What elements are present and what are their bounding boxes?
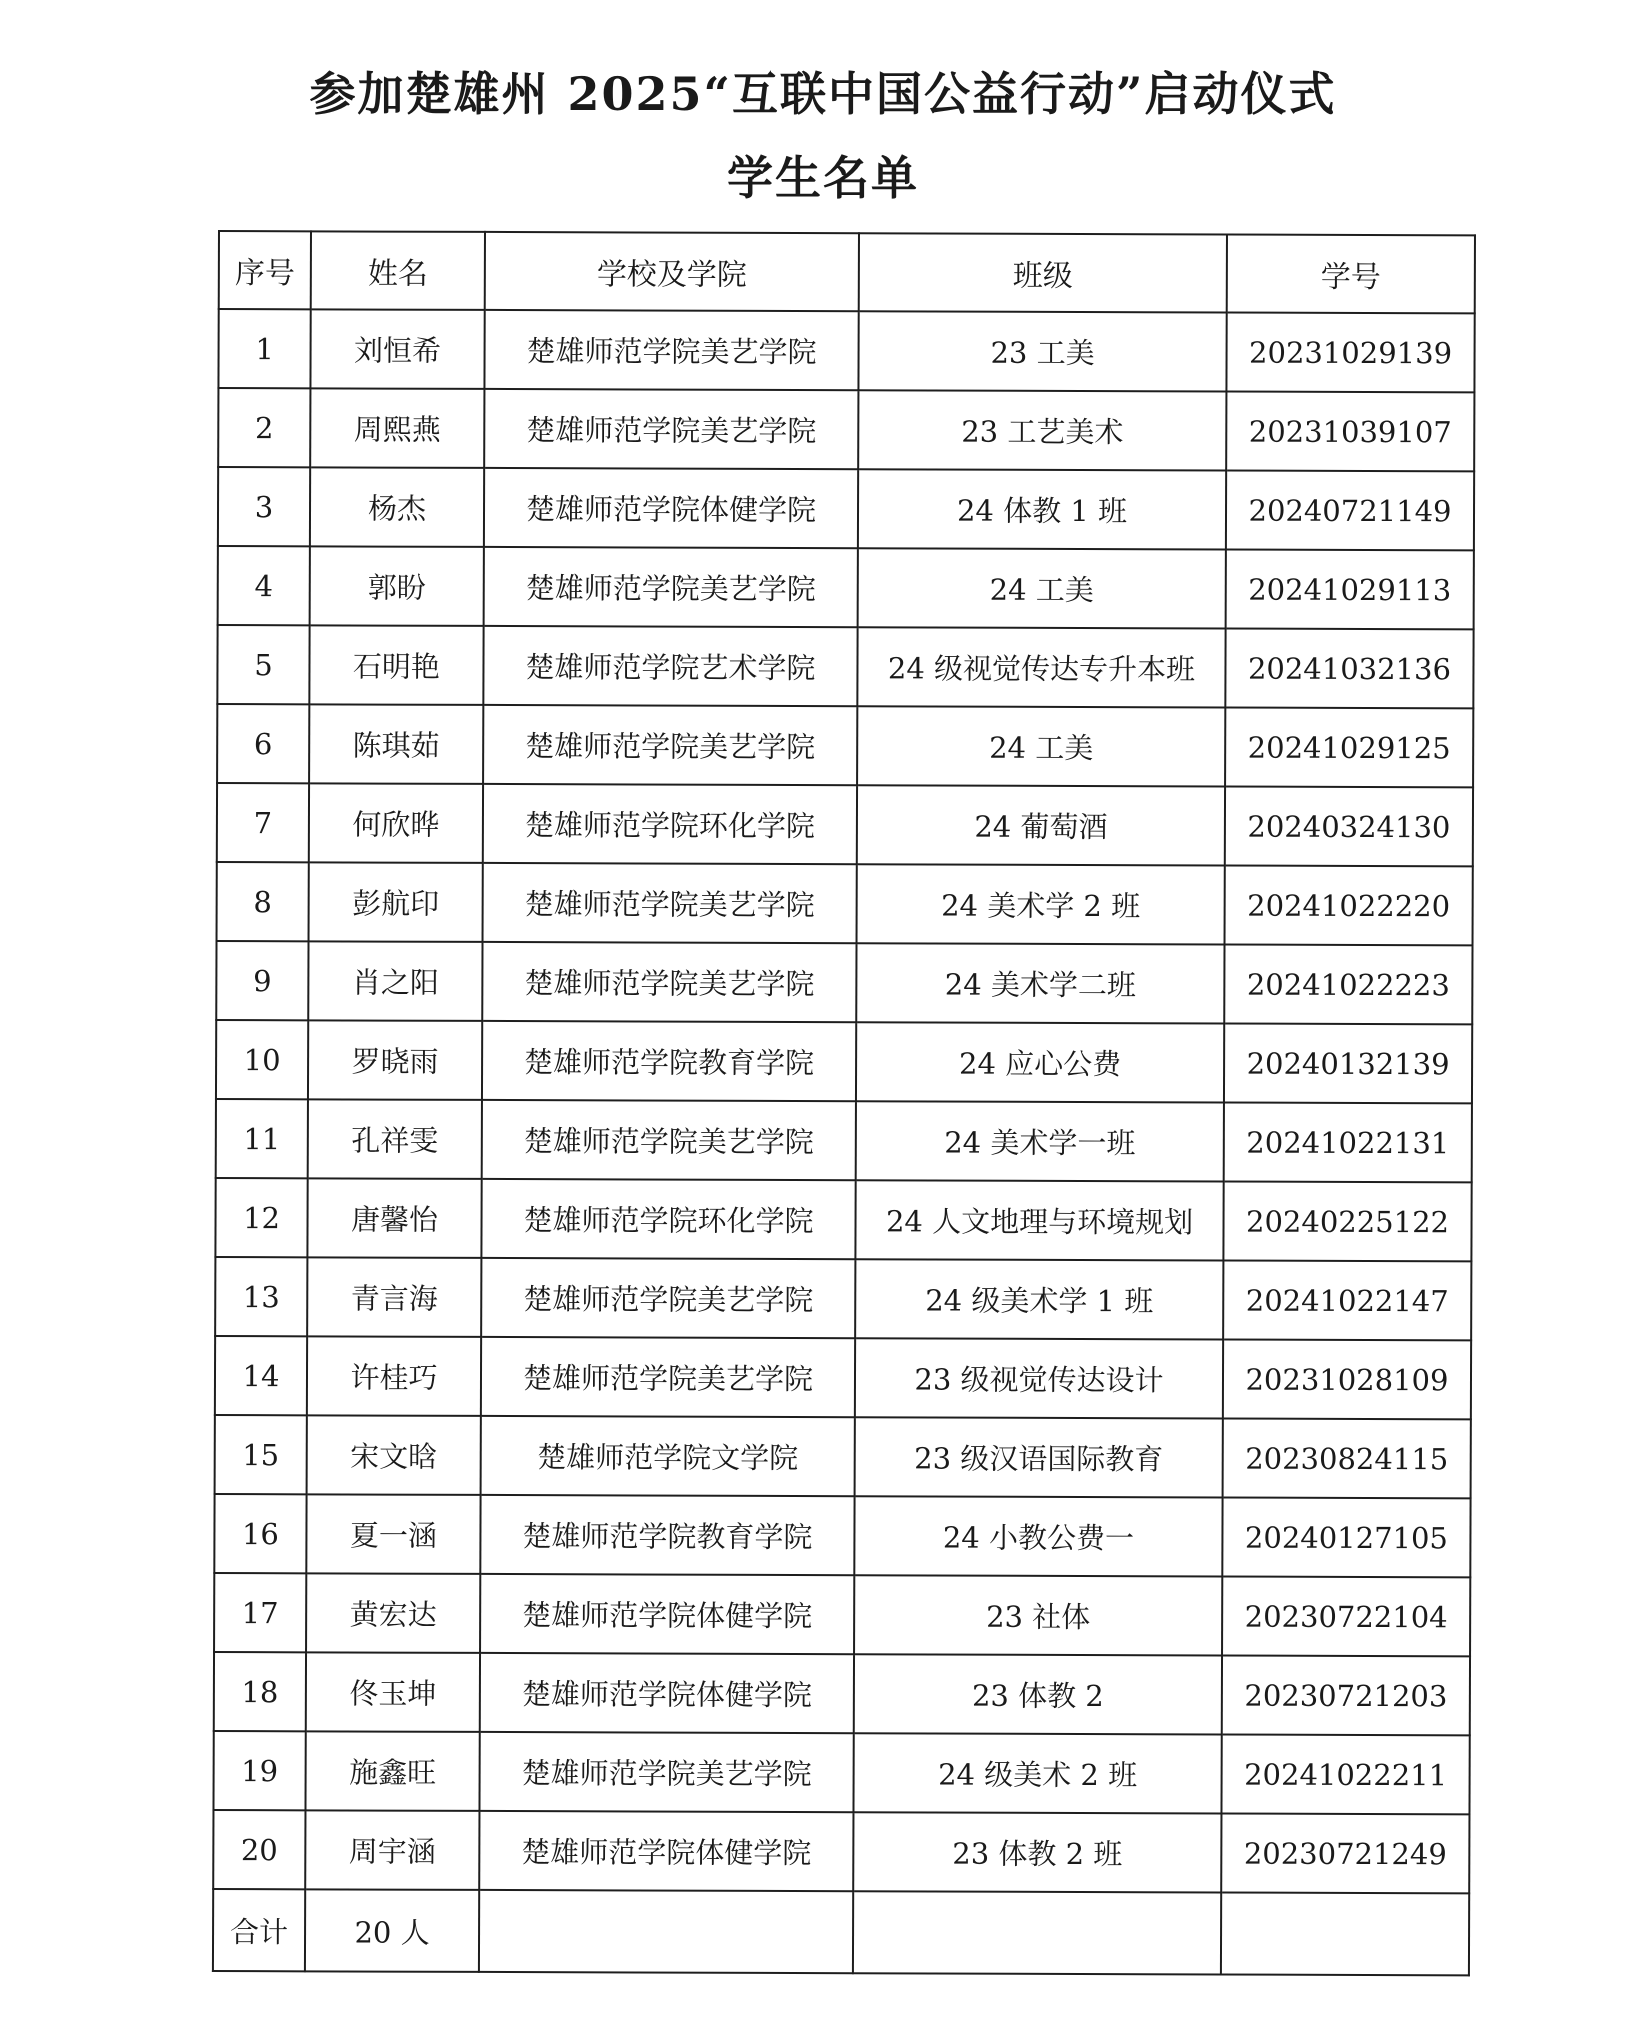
cell-class: 23 级汉语国际教育 xyxy=(855,1417,1223,1497)
cell-school: 楚雄师范学院教育学院 xyxy=(480,1495,854,1575)
table-row xyxy=(215,1415,1471,1498)
cell-num: 16 xyxy=(214,1494,306,1573)
cell-student-id: 20230722104 xyxy=(1222,1577,1470,1657)
cell-class: 24 应心公费 xyxy=(856,1022,1224,1102)
cell-school: 楚雄师范学院环化学院 xyxy=(483,784,857,864)
table-row xyxy=(218,467,1474,550)
cell-name: 唐馨怡 xyxy=(307,1178,481,1258)
cell-num: 19 xyxy=(213,1731,305,1810)
cell-school: 楚雄师范学院美艺学院 xyxy=(484,310,858,390)
table-row xyxy=(218,388,1474,471)
table-body xyxy=(213,309,1475,1893)
cell-num: 17 xyxy=(214,1573,306,1652)
cell-name: 周宇涵 xyxy=(305,1810,479,1890)
cell-student-id: 20240225122 xyxy=(1223,1182,1471,1262)
cell-student-id: 20241022131 xyxy=(1224,1103,1472,1183)
header-school: 学校及学院 xyxy=(485,232,859,311)
cell-student-id: 20230721203 xyxy=(1222,1656,1470,1736)
cell-class: 23 社体 xyxy=(854,1575,1222,1655)
title-block xyxy=(0,52,1646,220)
cell-num: 13 xyxy=(215,1257,307,1336)
cell-num: 5 xyxy=(217,625,309,704)
cell-name: 杨杰 xyxy=(310,467,484,547)
cell-student-id: 20241032136 xyxy=(1225,629,1473,709)
cell-num: 20 xyxy=(213,1810,305,1889)
cell-student-id: 20241022211 xyxy=(1221,1735,1469,1815)
total-empty-cell xyxy=(1221,1893,1469,1976)
cell-school: 楚雄师范学院环化学院 xyxy=(481,1179,855,1259)
cell-class: 24 体教 1 班 xyxy=(858,469,1226,549)
cell-name: 郭盼 xyxy=(310,546,484,626)
cell-student-id: 20240132139 xyxy=(1224,1024,1472,1104)
total-empty-cell xyxy=(479,1890,853,1973)
cell-school: 楚雄师范学院美艺学院 xyxy=(484,389,858,469)
table-row xyxy=(218,546,1474,629)
cell-school: 楚雄师范学院艺术学院 xyxy=(483,626,857,706)
table-row xyxy=(213,1810,1469,1893)
cell-num: 6 xyxy=(217,704,309,783)
table-row xyxy=(214,1494,1470,1577)
cell-name: 青言海 xyxy=(307,1257,481,1337)
header-name: 姓名 xyxy=(311,231,485,310)
total-row xyxy=(213,1889,1469,1975)
cell-num: 9 xyxy=(216,941,308,1020)
cell-student-id: 20241029113 xyxy=(1226,550,1474,630)
cell-name: 佟玉坤 xyxy=(306,1652,480,1732)
cell-school: 楚雄师范学院体健学院 xyxy=(480,1653,854,1733)
cell-num: 4 xyxy=(218,546,310,625)
cell-student-id: 20241022223 xyxy=(1224,945,1472,1025)
cell-student-id: 20241022147 xyxy=(1223,1261,1471,1341)
cell-school: 楚雄师范学院体健学院 xyxy=(480,1574,854,1654)
cell-name: 彭航印 xyxy=(309,862,483,942)
total-empty-cell xyxy=(853,1891,1221,1974)
table-row xyxy=(217,783,1473,866)
cell-school: 楚雄师范学院美艺学院 xyxy=(483,705,857,785)
cell-name: 黄宏达 xyxy=(306,1573,480,1653)
cell-class: 24 工美 xyxy=(857,706,1225,786)
document-title: 参加楚雄州 2025“互联中国公益行动”启动仪式 xyxy=(309,67,1337,121)
cell-num: 11 xyxy=(216,1099,308,1178)
cell-name: 罗晓雨 xyxy=(308,1020,482,1100)
table-row xyxy=(216,1020,1472,1103)
cell-num: 15 xyxy=(215,1415,307,1494)
cell-name: 孔祥雯 xyxy=(308,1099,482,1179)
cell-student-id: 20231029139 xyxy=(1226,313,1474,393)
cell-name: 施鑫旺 xyxy=(305,1731,479,1811)
header-class: 班级 xyxy=(859,233,1227,312)
cell-school: 楚雄师范学院教育学院 xyxy=(482,1021,856,1101)
table-row xyxy=(218,309,1474,392)
cell-name: 石明艳 xyxy=(309,625,483,705)
total-label: 合计 xyxy=(213,1889,305,1971)
cell-class: 23 工美 xyxy=(858,311,1226,391)
cell-student-id: 20230721249 xyxy=(1221,1814,1469,1894)
cell-student-id: 20230824115 xyxy=(1223,1419,1471,1499)
cell-num: 1 xyxy=(218,309,310,388)
table-row xyxy=(215,1178,1471,1261)
cell-name: 宋文晗 xyxy=(307,1415,481,1495)
cell-name: 肖之阳 xyxy=(308,941,482,1021)
cell-student-id: 20231028109 xyxy=(1223,1340,1471,1420)
cell-num: 8 xyxy=(217,862,309,941)
table-row xyxy=(217,862,1473,945)
cell-class: 24 美术学一班 xyxy=(856,1101,1224,1181)
cell-name: 许桂巧 xyxy=(307,1336,481,1416)
cell-class: 24 葡萄酒 xyxy=(857,785,1225,865)
cell-school: 楚雄师范学院体健学院 xyxy=(479,1811,853,1891)
cell-student-id: 20241029125 xyxy=(1225,708,1473,788)
cell-class: 24 级美术 2 班 xyxy=(853,1733,1221,1813)
cell-school: 楚雄师范学院文学院 xyxy=(481,1416,855,1496)
cell-name: 刘恒希 xyxy=(310,309,484,389)
cell-student-id: 20231039107 xyxy=(1226,392,1474,472)
cell-school: 楚雄师范学院美艺学院 xyxy=(482,1100,856,1180)
cell-school: 楚雄师范学院美艺学院 xyxy=(481,1258,855,1338)
cell-student-id: 20240721149 xyxy=(1226,471,1474,551)
document-subtitle: 学生名单 xyxy=(727,151,919,205)
cell-school: 楚雄师范学院美艺学院 xyxy=(479,1732,853,1812)
cell-school: 楚雄师范学院美艺学院 xyxy=(484,547,858,627)
cell-school: 楚雄师范学院体健学院 xyxy=(484,468,858,548)
cell-class: 24 美术学 2 班 xyxy=(857,864,1225,944)
cell-school: 楚雄师范学院美艺学院 xyxy=(482,942,856,1022)
header-student-id: 学号 xyxy=(1227,235,1475,314)
cell-name: 周熙燕 xyxy=(310,388,484,468)
table-row xyxy=(215,1257,1471,1340)
cell-student-id: 20240127105 xyxy=(1222,1498,1470,1578)
student-list-table-wrapper xyxy=(212,230,1474,1976)
cell-name: 何欣晔 xyxy=(309,783,483,863)
cell-num: 3 xyxy=(218,467,310,546)
cell-class: 23 级视觉传达设计 xyxy=(855,1338,1223,1418)
total-value: 20 人 xyxy=(305,1889,479,1972)
student-list-table xyxy=(212,230,1476,1976)
header-num: 序号 xyxy=(219,231,311,309)
cell-num: 18 xyxy=(214,1652,306,1731)
cell-class: 23 工艺美术 xyxy=(858,390,1226,470)
table-row xyxy=(213,1731,1469,1814)
cell-num: 7 xyxy=(217,783,309,862)
table-row xyxy=(217,625,1473,708)
cell-class: 24 人文地理与环境规划 xyxy=(855,1180,1223,1260)
cell-num: 12 xyxy=(215,1178,307,1257)
cell-class: 24 小教公费一 xyxy=(854,1496,1222,1576)
cell-student-id: 20241022220 xyxy=(1225,866,1473,946)
cell-num: 10 xyxy=(216,1020,308,1099)
cell-school: 楚雄师范学院美艺学院 xyxy=(481,1337,855,1417)
cell-class: 23 体教 2 班 xyxy=(853,1812,1221,1892)
cell-class: 24 工美 xyxy=(858,548,1226,628)
cell-num: 2 xyxy=(218,388,310,467)
cell-school: 楚雄师范学院美艺学院 xyxy=(483,863,857,943)
cell-class: 23 体教 2 xyxy=(854,1654,1222,1734)
cell-class: 24 美术学二班 xyxy=(856,943,1224,1023)
cell-name: 夏一涵 xyxy=(306,1494,480,1574)
table-row xyxy=(214,1573,1470,1656)
cell-class: 24 级美术学 1 班 xyxy=(855,1259,1223,1339)
cell-class: 24 级视觉传达专升本班 xyxy=(857,627,1225,707)
table-header-row xyxy=(219,231,1475,313)
cell-num: 14 xyxy=(215,1336,307,1415)
cell-name: 陈琪茹 xyxy=(309,704,483,784)
table-row xyxy=(215,1336,1471,1419)
cell-student-id: 20240324130 xyxy=(1225,787,1473,867)
table-row xyxy=(216,941,1472,1024)
table-row xyxy=(217,704,1473,787)
table-row xyxy=(214,1652,1470,1735)
table-row xyxy=(216,1099,1472,1182)
